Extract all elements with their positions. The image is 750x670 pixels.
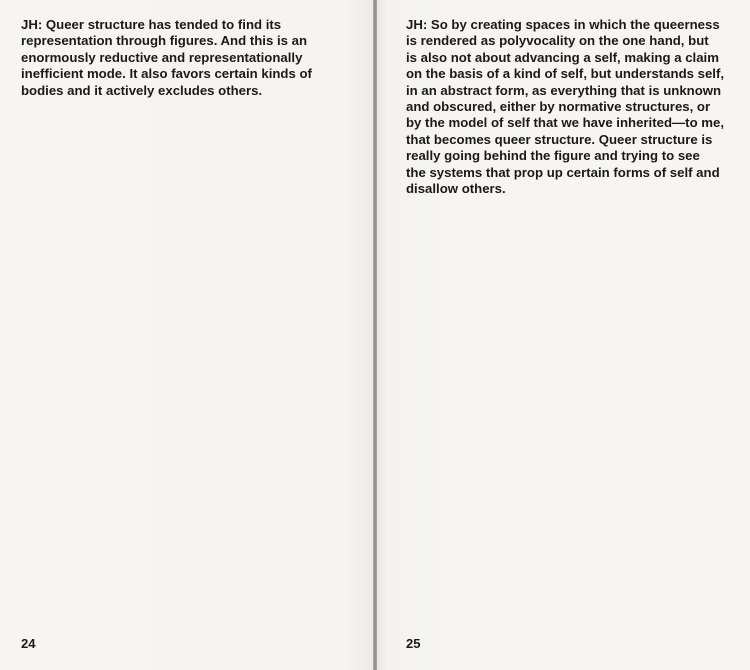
left-page-number: 24 [21, 636, 36, 651]
left-page [0, 0, 374, 670]
right-page [374, 0, 750, 670]
left-page-text: JH: Queer structure has tended to find its representation through figures. And this is an enormously reductive and representationally inefficient mode. It also favors certain kinds of bodies and it actively excludes others. [21, 17, 312, 98]
book-gutter [373, 0, 377, 670]
right-page-text: JH: So by creating spaces in which the queerness is rendered as polyvocality on the one hand, but is also not about advancing a self, making a claim on the basis of a kind of self, but understands self, in an abstract form, as everything that is unknown and obscured, either by normative structures, or by the model of self that we have inherited—to me, that becomes queer structure. Queer structure is really going behind the figure and trying to see the systems that prop up certain forms of self and disallow others. [406, 17, 725, 197]
right-page-number: 25 [406, 636, 421, 651]
